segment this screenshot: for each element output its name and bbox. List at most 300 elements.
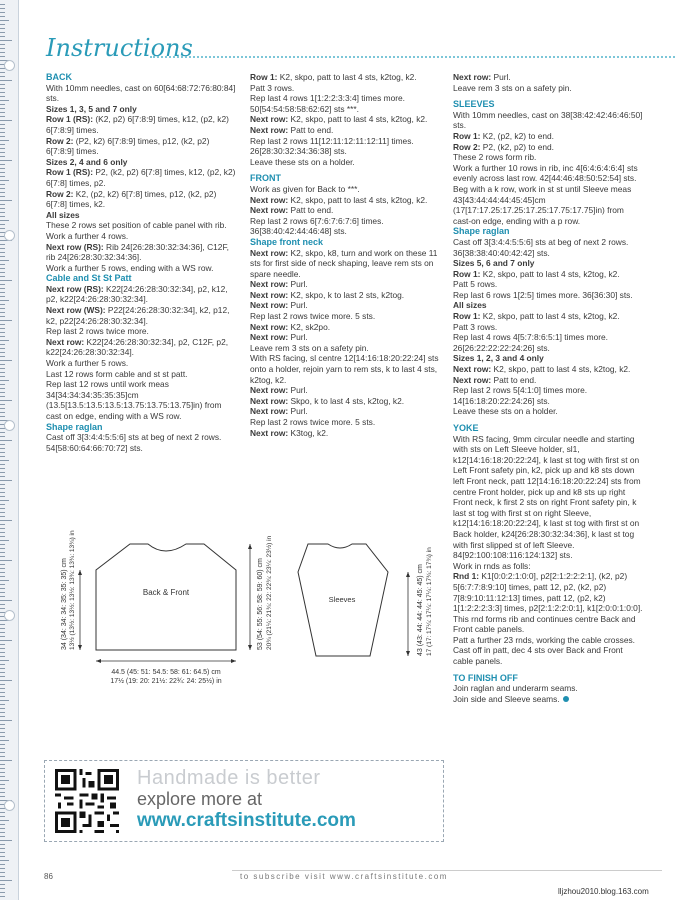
ruler-tick xyxy=(0,188,5,189)
ruler-tick xyxy=(0,160,12,161)
ruler-tick xyxy=(0,372,5,373)
body-width-cm: 44.5 (45: 51: 54.5: 58: 61: 64.5) cm xyxy=(111,669,221,676)
ruler-tick xyxy=(0,716,5,717)
row-text: (K2, p2) 6[7:8:9] times, k12, (p2, k2) 6[7:8:9] times. xyxy=(46,114,232,135)
instruction-row xyxy=(46,305,236,326)
armhole-cm: 53 (54: 55: 56: 58: 59: 60) cm xyxy=(257,558,264,650)
ruler-tick xyxy=(0,832,5,833)
ruler-tick xyxy=(0,604,5,605)
ruler-tick xyxy=(0,104,5,105)
ruler-tick xyxy=(0,128,5,129)
row-label: Next row: xyxy=(250,300,289,311)
ruler-tick xyxy=(0,744,5,745)
ruler-tick xyxy=(0,44,5,45)
ruler-tick xyxy=(0,28,5,29)
ruler-tick xyxy=(0,724,5,725)
row-text: Purl. xyxy=(491,72,511,82)
ruler-tick xyxy=(0,172,5,173)
instruction-row xyxy=(250,205,442,216)
ruler-tick xyxy=(0,116,5,117)
instruction-text: Rep last 4 rows 4[5:7:8:6:5:1] times more. 26[26:22:22:22:24:26] sts. xyxy=(453,332,611,353)
ruler-tick xyxy=(0,848,5,849)
ruler-tick xyxy=(0,448,5,449)
ruler-tick xyxy=(0,712,5,713)
row-text: K2, skpo, patt to last 4 sts, k2tog, k2. xyxy=(491,364,631,375)
qr-code-icon[interactable] xyxy=(55,769,119,833)
ruler-tick xyxy=(0,520,12,521)
ruler-tick xyxy=(0,8,5,9)
row-label: Row 1 (RS): xyxy=(46,114,93,125)
page-title: Instructions xyxy=(46,34,193,62)
ruler-tick xyxy=(0,56,5,57)
ruler-tick xyxy=(0,48,5,49)
instruction-text: Cast off 3[3:4:4:5:5:6] sts at beg of next 2 rows. 54[58:60:64:66:70:72] sts. xyxy=(46,432,224,453)
ad-url-link[interactable]: www.craftsinstitute.com xyxy=(137,810,356,831)
ruler-tick xyxy=(0,516,5,517)
instruction-text: Beg with a k row, work in st st until Sleeve meas 43[43:44:44:44:45:45]cm (17[17:17.25:17.25:17.25:17.75:17.75]in) from cast-on edge, ending with a p row. xyxy=(453,183,634,226)
instruction-text: Leave these sts on a holder. xyxy=(250,156,355,167)
ruler-tick xyxy=(0,552,5,553)
instruction-row xyxy=(250,332,442,343)
ruler-tick xyxy=(0,460,9,461)
row-text: Purl. xyxy=(288,279,308,290)
instruction-text: Rep last 4 rows 1[1:2:2:3:3:4] times more. 50[54:54:58:58:62:62] sts ***. xyxy=(250,93,408,114)
ruler-tick xyxy=(0,668,5,669)
instruction-row xyxy=(453,131,643,142)
ruler-tick xyxy=(0,880,12,881)
ruler-tick xyxy=(0,692,5,693)
row-text: Purl. xyxy=(288,300,308,311)
ruler-tick xyxy=(0,728,5,729)
instruction-row xyxy=(250,125,442,136)
section-heading: SLEEVES xyxy=(453,99,495,110)
instruction-text: Last 12 rows form cable and st st patt. xyxy=(46,368,188,379)
instruction-row xyxy=(250,195,442,206)
ruler-tick xyxy=(0,364,5,365)
section-heading: TO FINISH OFF xyxy=(453,672,518,683)
row-label: Row 1 (RS): xyxy=(46,167,93,178)
ruler-tick xyxy=(0,500,9,501)
ruler-tick xyxy=(0,384,5,385)
ruler-tick xyxy=(0,320,12,321)
ruler-tick xyxy=(0,824,5,825)
ruler-tick xyxy=(0,344,5,345)
ruler-tick xyxy=(0,876,5,877)
row-text: Purl. xyxy=(288,406,308,417)
ruler-tick xyxy=(0,228,5,229)
row-label: Next row: xyxy=(250,321,289,332)
row-text: K3tog, k2. xyxy=(288,427,329,438)
ruler-tick xyxy=(0,456,5,457)
sleeve-length-cm: 43 (43: 44: 44: 44: 45: 45) cm xyxy=(417,564,424,656)
ruler-tick xyxy=(0,244,5,245)
ruler-tick xyxy=(0,748,5,749)
instruction-text: With RS facing, sl centre 12[14:16:18:20:22:24] sts onto a holder, rejoin yarn to rem sts, k to last 4 sts, k2tog, k2. xyxy=(250,353,441,385)
instruction-row xyxy=(46,242,236,263)
ruler-tick xyxy=(0,784,5,785)
instruction-row xyxy=(453,72,643,83)
ruler-tick xyxy=(0,416,5,417)
instruction-row xyxy=(453,311,643,322)
ruler-tick xyxy=(0,688,5,689)
ruler-tick xyxy=(0,488,5,489)
ruler-tick xyxy=(0,396,5,397)
ruler-tick xyxy=(0,220,9,221)
ruler-tick xyxy=(0,248,5,249)
ruler-tick xyxy=(0,796,5,797)
ruler-tick xyxy=(0,708,5,709)
section-heading: YOKE xyxy=(453,423,479,433)
ruler-tick xyxy=(0,464,5,465)
instruction-row xyxy=(250,114,442,125)
ruler-tick xyxy=(0,640,12,641)
binder-hole-icon xyxy=(4,230,15,241)
ruler-tick xyxy=(0,252,5,253)
ruler-tick xyxy=(0,80,12,81)
ruler-tick xyxy=(0,328,5,329)
ruler-tick xyxy=(0,700,9,701)
row-label: Next row: xyxy=(250,427,289,438)
ad-explore: explore more at xyxy=(137,789,263,809)
row-label: Row 2: xyxy=(46,188,74,199)
instruction-row xyxy=(250,248,442,280)
instruction-row xyxy=(453,375,643,386)
row-text: K2, (p2, k2) 6[7:8] times, p12, (k2, p2) 6[7:8] times, k2. xyxy=(46,188,219,210)
ruler-tick xyxy=(0,532,5,533)
ruler-tick xyxy=(0,544,5,545)
row-text: K2, skpo, k to last 2 sts, k2tog. xyxy=(288,289,405,300)
ruler-tick xyxy=(0,656,5,657)
ruler-tick xyxy=(0,444,5,445)
row-label: Next row: xyxy=(250,194,289,205)
size-heading: Sizes 5, 6 and 7 only xyxy=(453,258,535,269)
ruler-tick xyxy=(0,528,5,529)
ruler-tick xyxy=(0,836,5,837)
ruler-tick xyxy=(0,208,5,209)
ruler-tick xyxy=(0,556,5,557)
ruler-tick xyxy=(0,72,5,73)
row-label: Next row: xyxy=(250,247,289,258)
instruction-text: With 10mm needles, cast on 60[64:68:72:76:80:84] sts. xyxy=(46,82,238,104)
row-text: K2, skpo, patt to last 4 sts, k2tog, k2. xyxy=(277,72,417,82)
instruction-text: This rnd forms rib and continues centre Back and Front cable panels. xyxy=(453,613,638,635)
section-heading: Shape raglan xyxy=(46,421,103,432)
ruler-tick xyxy=(0,388,5,389)
row-label: Next row: xyxy=(250,205,289,216)
row-text: Rib 24[26:28:30:32:34:36], C12F, rib 24[26:28:30:32:34:36]. xyxy=(46,241,232,263)
row-label: Next row: xyxy=(250,279,289,290)
ruler-tick xyxy=(0,580,9,581)
instruction-row xyxy=(250,385,442,396)
section-heading: BACK xyxy=(46,72,72,82)
instruction-row xyxy=(453,142,643,153)
ruler-tick xyxy=(0,840,12,841)
body-width-in: 17½ (19: 20: 21½: 22¾: 24: 25½) in xyxy=(110,678,222,685)
ruler-tick xyxy=(0,4,5,5)
row-text: P2, (k2, p2) to end. xyxy=(480,141,555,152)
row-label: Row 1: xyxy=(250,72,278,82)
row-text: K2, skpo, patt to last 4 sts, k2tog, k2. xyxy=(480,268,620,279)
armhole-in: 20¾ (21¼: 21¾: 22: 22¾: 23¼: 23½) in xyxy=(266,535,273,650)
ruler-tick xyxy=(0,412,5,413)
ruler-tick xyxy=(0,432,5,433)
instruction-text: Rep last 2 rows twice more. 5 sts. xyxy=(250,417,376,427)
ruler-tick xyxy=(0,732,5,733)
ruler-tick xyxy=(0,584,5,585)
ruler-tick xyxy=(0,524,5,525)
ruler-tick xyxy=(0,812,5,813)
ruler-tick xyxy=(0,296,5,297)
ruler-tick xyxy=(0,592,5,593)
ruler-tick xyxy=(0,264,5,265)
ruler-tick xyxy=(0,476,5,477)
instruction-text: Work in rnds as folls: xyxy=(453,560,531,571)
ruler-tick xyxy=(0,52,5,53)
ruler-tick xyxy=(0,312,5,313)
instruction-text: These 2 rows set position of cable panel with rib. xyxy=(46,220,227,231)
size-heading: Sizes 1, 3, 5 and 7 only xyxy=(46,103,137,114)
title-dotted-rule xyxy=(150,56,675,58)
ruler-tick xyxy=(0,608,5,609)
instruction-text: Rep last 12 rows until work meas 34[34:34:34:35:35:35]cm (13.5[13.5:13.5:13.5:13.75:13.75:13.75]in) from cast on edge, ending with a WS row. xyxy=(46,379,224,421)
ruler-tick xyxy=(0,756,5,757)
row-text: K2, skpo, k8, turn and work on these 11 sts for first side of neck shaping, leave rem sts on spare needle. xyxy=(250,247,440,279)
ruler-tick xyxy=(0,892,5,893)
ruler-tick xyxy=(0,136,5,137)
row-text: K2, (p2, k2) to end. xyxy=(480,130,555,141)
instruction-text: Leave rem 3 sts on a safety pin. xyxy=(250,342,369,353)
ruler-tick xyxy=(0,588,5,589)
ruler-tick xyxy=(0,664,5,665)
ruler-tick xyxy=(0,368,5,369)
row-text: K2, sk2po. xyxy=(288,321,331,332)
row-label: Row 2: xyxy=(453,141,481,152)
ruler-tick xyxy=(0,480,12,481)
ruler-tick xyxy=(0,260,9,261)
sleeve-label: Sleeves xyxy=(328,595,356,604)
instruction-row xyxy=(250,428,442,439)
row-label: Next row: xyxy=(453,72,492,82)
ruler-tick xyxy=(0,124,5,125)
instruction-row xyxy=(46,136,236,157)
ruler-tick xyxy=(0,496,5,497)
row-label: Next row (RS): xyxy=(46,241,104,252)
ruler-tick xyxy=(0,36,5,37)
instruction-row xyxy=(250,396,442,407)
row-label: Next row: xyxy=(250,124,289,135)
ruler-tick xyxy=(0,324,5,325)
row-text: Skpo, k to last 4 sts, k2tog, k2. xyxy=(288,395,405,406)
instruction-text: Cast off in patt, dec 4 sts over Back and Front cable panels. xyxy=(453,645,626,667)
ruler-tick xyxy=(0,760,12,761)
instruction-row xyxy=(46,189,236,210)
ruler-tick xyxy=(0,856,5,857)
instruction-row xyxy=(46,284,236,305)
ruler-tick xyxy=(0,896,5,897)
footer-subscribe-link[interactable]: to subscribe visit www.craftsinstitute.com xyxy=(240,872,448,881)
ruler-tick xyxy=(0,660,9,661)
body-length-in: 13½ (13½: 13½: 13½: 13¾: 13¾: 13¾) in xyxy=(69,530,76,650)
ruler-tick xyxy=(0,212,5,213)
row-text: (P2, k2) 6[7:8:9] times, p12, (k2, p2) 6[7:8:9] times. xyxy=(46,135,212,157)
ruler-tick xyxy=(0,132,5,133)
section-heading: Shape front neck xyxy=(250,236,324,247)
ruler-tick xyxy=(0,352,5,353)
ruler-tick xyxy=(0,436,5,437)
size-heading: All sizes xyxy=(46,209,80,220)
instruction-text: Patt 3 rows. xyxy=(453,321,498,332)
ruler-tick xyxy=(0,164,5,165)
row-label: Next row: xyxy=(250,385,289,396)
ruler-tick xyxy=(0,508,5,509)
ruler-tick xyxy=(0,720,12,721)
ruler-tick xyxy=(0,672,5,673)
row-label: Next row (WS): xyxy=(46,305,106,316)
ruler-tick xyxy=(0,152,5,153)
row-label: Next row (RS): xyxy=(46,283,104,294)
row-label: Row 1: xyxy=(453,311,481,322)
ruler-tick xyxy=(0,76,5,77)
row-text: P22[24:26:28:30:32:34], k2, p12, k2, p22[24:26:28:30:32:34]. xyxy=(46,305,232,326)
row-label: Next row: xyxy=(250,332,289,343)
row-text: K2, skpo, patt to last 4 sts, k2tog, k2. xyxy=(288,194,428,205)
ruler-tick xyxy=(0,792,5,793)
ruler-tick xyxy=(0,176,5,177)
ruler-tick xyxy=(0,648,5,649)
instruction-text: Rep last 2 rows 6[7:6:7:6:7:6] times. 36[38:40:42:44:46:48] sts. xyxy=(250,215,386,237)
instruction-row xyxy=(250,406,442,417)
ruler-tick xyxy=(0,816,5,817)
ruler-tick xyxy=(0,400,12,401)
ruler-tick xyxy=(0,88,5,89)
instruction-text: Join raglan and underarm seams. xyxy=(453,683,578,694)
ruler-tick xyxy=(0,356,5,357)
ruler-tick xyxy=(0,216,5,217)
instruction-row xyxy=(453,364,643,375)
instruction-text: Work a further 5 rows, ending with a WS row. xyxy=(46,262,214,273)
ruler-tick xyxy=(0,256,5,257)
instruction-row xyxy=(250,279,442,290)
ruler-tick xyxy=(0,628,5,629)
instruction-row xyxy=(250,322,442,333)
instruction-row xyxy=(453,269,643,280)
ruler-tick xyxy=(0,304,5,305)
ruler-tick xyxy=(0,96,5,97)
ruler-tick xyxy=(0,536,5,537)
ruler-tick xyxy=(0,564,5,565)
instruction-text: Patt 5 rows. xyxy=(453,279,498,290)
ruler-tick xyxy=(0,404,5,405)
ruler-tick xyxy=(0,704,5,705)
ruler-tick xyxy=(0,684,5,685)
end-bullet-icon xyxy=(563,696,569,702)
ruler-tick xyxy=(0,844,5,845)
ruler-tick xyxy=(0,392,5,393)
ruler-tick xyxy=(0,872,5,873)
advert-box xyxy=(44,760,444,842)
ruler-tick xyxy=(0,20,9,21)
ruler-tick xyxy=(0,652,5,653)
row-label: Row 1: xyxy=(453,268,481,279)
ruler-tick xyxy=(0,864,5,865)
instruction-text: Leave rem 3 sts on a safety pin. xyxy=(453,82,572,93)
body-label: Back & Front xyxy=(142,588,190,597)
row-label: Next row: xyxy=(453,364,492,375)
ruler-tick xyxy=(0,92,5,93)
row-label: Next row: xyxy=(453,374,492,385)
ruler-tick xyxy=(0,292,5,293)
ruler-tick xyxy=(0,276,5,277)
column-2 xyxy=(250,72,442,438)
ruler-tick xyxy=(0,736,5,737)
ruler-tick xyxy=(0,560,12,561)
footer-rule xyxy=(232,870,662,871)
ruler-tick xyxy=(0,624,5,625)
ruler-tick xyxy=(0,884,5,885)
row-label: Next row: xyxy=(46,336,85,347)
row-text: K22[24:26:28:30:32:34], p2, k12, p2, k22[24:26:28:30:32:34]. xyxy=(46,283,230,305)
ruler-tick xyxy=(0,772,5,773)
ruler-tick xyxy=(0,852,5,853)
instruction-row xyxy=(250,290,442,301)
ruler-tick xyxy=(0,572,5,573)
instruction-text: With 10mm needles, cast on 38[38:42:42:46:46:50] sts. xyxy=(453,109,645,131)
instruction-text: Work a further 5 rows. xyxy=(46,358,129,369)
ruler-tick xyxy=(0,596,5,597)
ruler-tick xyxy=(0,192,5,193)
size-heading: Sizes 2, 4 and 6 only xyxy=(46,156,128,167)
ruler-tick xyxy=(0,224,5,225)
ruler-tick xyxy=(0,740,9,741)
ruler-tick xyxy=(0,40,12,41)
row-text: K22[24:26:28:30:32:34], p2, C12F, p2, k22[24:26:28:30:32:34]. xyxy=(46,336,231,358)
ruler-tick xyxy=(0,376,5,377)
ruler-tick xyxy=(0,156,5,157)
ruler-tick xyxy=(0,576,5,577)
ruler-tick xyxy=(0,340,9,341)
row-text: K2, skpo, patt to last 4 sts, k2tog, k2. xyxy=(480,311,620,322)
row-label: Row 2: xyxy=(46,135,74,146)
row-text: K2, skpo, patt to last 4 sts, k2tog, k2. xyxy=(288,114,428,125)
ruler-tick xyxy=(0,764,5,765)
instruction-row xyxy=(46,337,236,358)
instruction-text: Work as given for Back to ***. xyxy=(250,183,360,194)
instruction-text: Work a further 4 rows. xyxy=(46,230,129,241)
ruler-tick xyxy=(0,468,5,469)
ruler-tick xyxy=(0,548,5,549)
row-text: Patt to end. xyxy=(491,374,537,385)
ruler-tick xyxy=(0,204,5,205)
row-text: Purl. xyxy=(288,332,308,343)
ruler-tick xyxy=(0,280,12,281)
instruction-text: Rep last 2 rows twice more. 5 sts. xyxy=(250,311,376,322)
instruction-text: With RS facing, 9mm circular needle and starting with sts on Left Sleeve holder, sl1, k12[14:16:18:20:22:24], k last st tog with first st on Left Front safety pin, k2, pick up and k8 sts down left Front neck, patt 12[14:16:18:20:22:24] sts from centre Front holder, pick up and k8 sts up right Front neck, k first 2 sts on right Front safety pin, k last st tog with first st on right Sleeve, k12[14:16:18:20:22:24], k last st tog with first st on Back holder, k24[26:28:30:32:34:36], k last st tog with first slipped st of left Sleeve. 84[92:100:108:116:124:132] sts. xyxy=(453,433,643,561)
ruler-tick xyxy=(0,16,5,17)
ruler-tick xyxy=(0,272,5,273)
watermark: lljzhou2010.blog.163.com xyxy=(558,887,649,896)
instruction-row xyxy=(250,300,442,311)
instruction-text: Cast off 3[3:4:4:5:5:6] sts at beg of next 2 rows. 36[38:38:40:40:42:42] sts. xyxy=(453,236,631,258)
ruler-tick xyxy=(0,820,9,821)
ruler-tick xyxy=(0,780,9,781)
row-label: Row 1: xyxy=(453,130,481,141)
column-3 xyxy=(453,72,643,704)
ruler-tick xyxy=(0,348,5,349)
column-1 xyxy=(46,72,236,453)
row-label: Next row: xyxy=(250,395,289,406)
ruler-tick xyxy=(0,540,9,541)
row-text: K1[0:0:2:1:0:0], p2[2:1:2:2:2:1], (k2, p2) 5[6:7:7:8:9:10] times, patt 12, p2, (k2, p2) 7[8:9:10:11:12:13] times, patt 12, (p2, k2) 1[1:2:2:2:3:3] times, p2[2:1:2:2:0:1], k1[2:0:0:1:0:0]. xyxy=(453,571,643,614)
